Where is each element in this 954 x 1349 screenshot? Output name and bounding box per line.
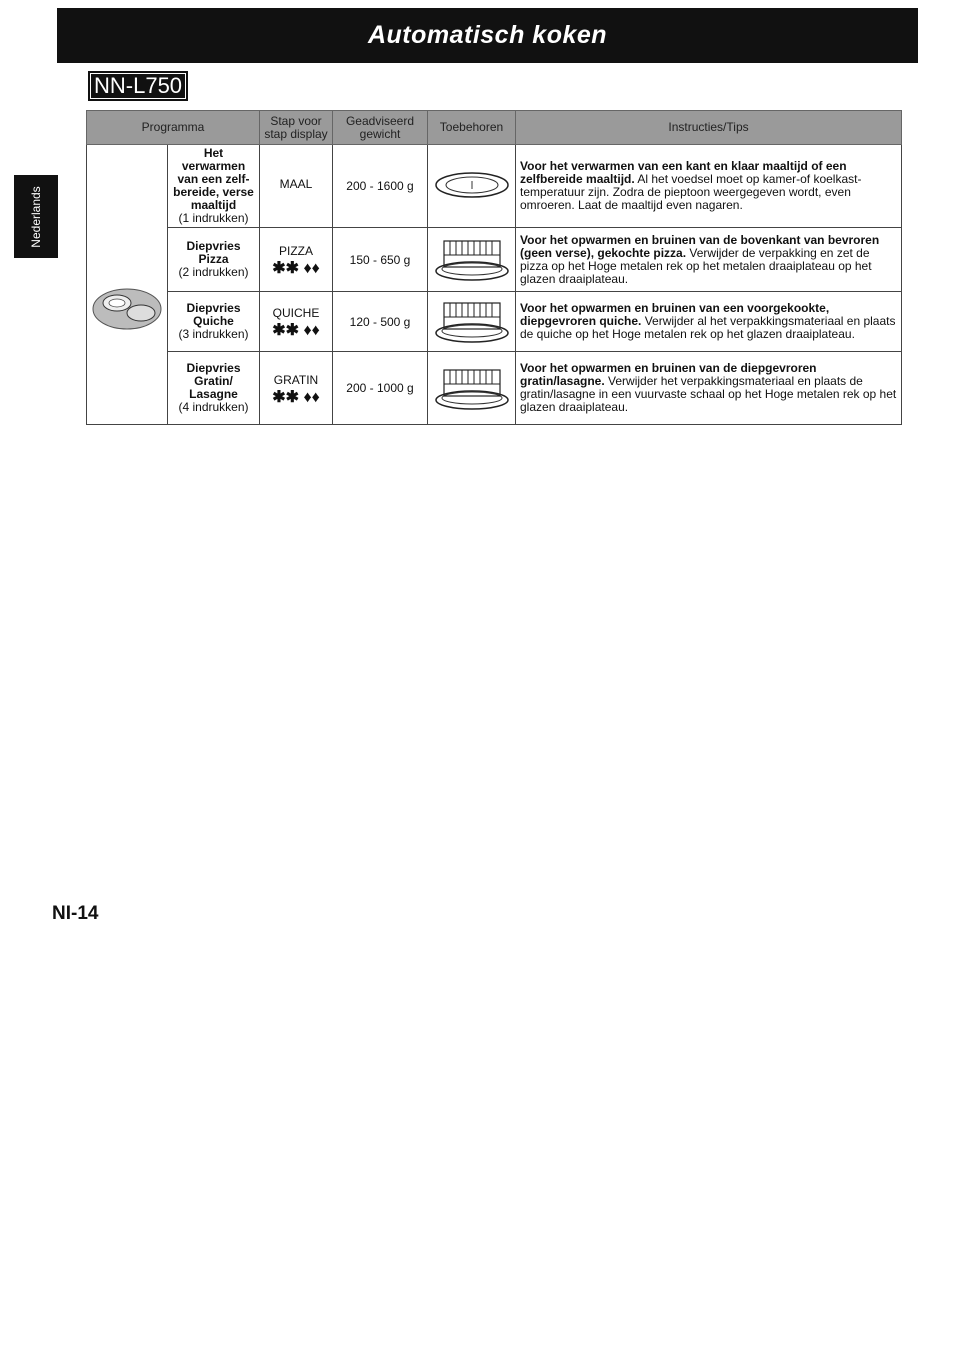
instructions-cell [516, 228, 902, 292]
instructions-text: Verwijder de verpakking en zet de pizza op het Hoge metalen rek op het metalen draaiplateau op het glazen draaiplateau. [520, 245, 872, 286]
header-instructies: Instructies/Tips [516, 111, 902, 145]
high-rack-icon [432, 362, 512, 412]
model-badge: NN-L750 [88, 71, 188, 101]
header-bar [57, 8, 918, 63]
weight-cell: 120 - 500 g [333, 292, 428, 352]
instructions-cell [516, 145, 902, 228]
weight-cell: 150 - 650 g [333, 228, 428, 292]
glass-turntable-icon [432, 167, 512, 203]
grill-combi-symbols: ✱✱ ♦♦ [272, 388, 320, 406]
instructions-bold: Voor het opwarmen en bruinen van een voorgekookte, diepgevroren quiche. [520, 301, 830, 328]
display-label: MAAL [279, 177, 313, 191]
language-tab [14, 175, 58, 258]
instructions-cell [516, 292, 902, 352]
header-programma: Programma [87, 111, 260, 145]
accessory-cell [428, 352, 516, 425]
program-cell [168, 228, 260, 292]
table-row [87, 228, 902, 292]
program-presses: (4 indrukken) [178, 400, 249, 414]
instructions-text: Al het voedsel moet op kamer-of koelkast-temperatuur zijn. Zodra de pieptoon weergegeven wordt, even omroeren. Laat de maaltijd even nagaren. [520, 172, 862, 212]
instructions-text: Verwijder het verpakkingsmateriaal en plaats de gratin/lasagne in een vuurvaste schaal op het Hoge metalen rek op het glazen draaiplateau. [520, 374, 897, 414]
weight-cell: 200 - 1600 g [333, 145, 428, 228]
program-cell [168, 145, 260, 228]
program-name: Diepvries Quiche [186, 301, 241, 328]
page-number: NI-14 [52, 903, 99, 924]
header-toebehoren: Toebehoren [428, 111, 516, 145]
accessory-cell [428, 145, 516, 228]
accessory-cell [428, 292, 516, 352]
display-cell [260, 228, 333, 292]
grill-combi-symbols: ✱✱ ♦♦ [272, 260, 320, 277]
high-rack-icon [432, 295, 512, 345]
page-title: Automatisch koken [367, 21, 608, 49]
language-tab-label: Nederlands [29, 185, 43, 248]
program-cell [168, 292, 260, 352]
display-cell [260, 292, 333, 352]
program-name: Diepvries Pizza [186, 239, 241, 266]
instructions-bold: Voor het opwarmen en bruinen van de bovenkant van bevroren (geen verse), gekochte pizza. [520, 232, 880, 260]
accessory-cell [428, 228, 516, 292]
food-image-cell [87, 145, 168, 425]
instructions-cell [516, 352, 902, 425]
weight-cell: 200 - 1000 g [333, 352, 428, 425]
display-cell [260, 352, 333, 425]
display-label: QUICHE [272, 306, 320, 320]
instructions-text: Verwijder al het verpakkingsmateriaal en plaats de quiche op het Hoge metalen rek op het glazen draaiplateau. [520, 314, 896, 341]
program-presses: (3 indrukken) [178, 327, 249, 341]
program-presses: (1 indrukken) [178, 211, 249, 225]
program-presses: (2 indrukken) [178, 265, 249, 279]
plated-meal-icon [89, 275, 165, 335]
header-stap: Stap voor stap display [260, 111, 333, 145]
table-header-row [87, 111, 902, 145]
program-name: Het verwarmen van een zelf-bereide, verse maaltijd [173, 146, 254, 212]
table-row [87, 352, 902, 425]
grill-combi-symbols: ✱✱ ♦♦ [272, 322, 320, 339]
program-name: Diepvries Gratin/ Lasagne [186, 361, 241, 401]
high-rack-icon [432, 233, 512, 283]
table-row [87, 292, 902, 352]
header-gewicht: Geadviseerd gewicht [333, 111, 428, 145]
instructions-bold: Voor het opwarmen en bruinen van de diepgevroren gratin/lasagne. [520, 361, 817, 388]
display-cell [260, 145, 333, 228]
cooking-table [86, 110, 902, 425]
program-cell [168, 352, 260, 425]
display-label: GRATIN [273, 372, 319, 387]
instructions-bold: Voor het verwarmen van een kant en klaar maaltijd of een zelfbereide maaltijd. [520, 159, 847, 186]
display-label: PIZZA [278, 244, 313, 258]
table-row [87, 145, 902, 228]
